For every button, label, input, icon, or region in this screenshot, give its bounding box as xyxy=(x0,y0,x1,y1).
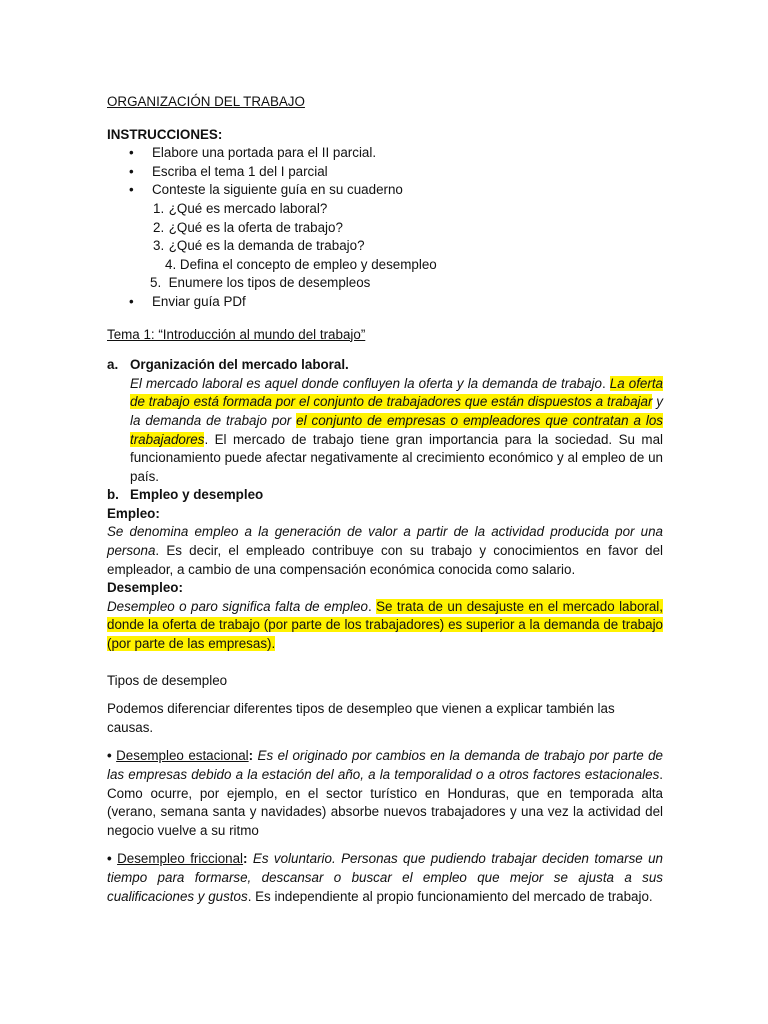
document-title: ORGANIZACIÓN DEL TRABAJO xyxy=(107,94,305,109)
question-item: 1. ¿Qué es mercado laboral? xyxy=(153,200,328,216)
question-item: 3. ¿Qué es la demanda de trabajo? xyxy=(153,238,365,254)
highlighted-text: La oferta de trabajo está formada por el conjunto de trabajadores que están dispuestos a trabajar xyxy=(130,375,663,410)
empleo-heading: Empleo: xyxy=(107,505,160,521)
instructions-list xyxy=(107,144,663,200)
instruction-item: • Escriba el tema 1 del I parcial xyxy=(107,163,663,182)
section-a-paragraph: El mercado laboral es aquel donde confluyen la oferta y la demanda de trabajo. La oferta de trabajo está formada por el conjunto de trabajadores que están dispuestos a trabajar y la demanda de trabajo por el conjunto de empresas o empleadores que contratan a los trabajadores. El mercado de trabajo tiene gran importancia para la sociedad. Su mal funcionamiento puede afectar negativamente al crecimiento económico y al empleo de un país. xyxy=(130,375,663,484)
instructions-list-end xyxy=(107,293,663,312)
document-page xyxy=(107,93,663,906)
instruction-item: • Elabore una portada para el II parcial. xyxy=(107,144,663,163)
term-friccional: Desempleo friccional xyxy=(117,851,244,867)
term-estacional: Desempleo estacional xyxy=(116,748,249,764)
question-item: 4. Defina el concepto de empleo y desempleo xyxy=(165,256,437,272)
empleo-paragraph: Se denomina empleo a la generación de valor a partir de la actividad producida por una persona. Es decir, el empleado contribuye con su trabajo y conocimientos en favor del empleador, a cambio de una compensación económica conocida como salario. xyxy=(107,524,663,577)
desempleo-heading: Desempleo: xyxy=(107,580,183,596)
friccional-paragraph: • Desempleo friccional: Es voluntario. Personas que pudiendo trabajar deciden tomarse un tiempo para formarse, descansar o buscar el empleo que mejor se ajusta a sus cualificaciones y gustos. Es independiente al propio funcionamiento del mercado de trabajo. xyxy=(107,851,663,904)
tipos-intro: Podemos diferenciar diferentes tipos de desempleo que vienen a explicar también las causas. xyxy=(107,701,615,735)
highlighted-text: el conjunto de empresas o empleadores que contratan a los trabajadores xyxy=(130,412,663,447)
instruction-item: • Conteste la siguiente guía en su cuaderno xyxy=(107,181,663,200)
question-item: 5. Enumere los tipos de desempleos xyxy=(150,275,371,291)
question-item: 2. ¿Qué es la oferta de trabajo? xyxy=(153,219,343,235)
instruction-item: • Enviar guía PDf xyxy=(107,293,663,312)
estacional-paragraph: • Desempleo estacional: Es el originado por cambios en la demanda de trabajo por parte de las empresas debido a la estación del año, a la temporalidad o a otros factores estacionales. Como ocurre, por ejemplo, en el sector turístico en Honduras, que en temporada alta (verano, semana santa y navidades) absorbe nuevos trabajadores y una vez la actividad del negocio vuelve a su ritmo xyxy=(107,748,663,838)
instructions-section xyxy=(107,126,663,312)
section-b-heading: b. Empleo y desempleo xyxy=(107,487,264,503)
questions-list xyxy=(107,200,663,293)
highlighted-text: Se trata de un desajuste en el mercado laboral, donde la oferta de trabajo (por parte de los trabajadores) es superior a la demanda de trabajo (por parte de las empresas). xyxy=(107,598,663,652)
instructions-heading: INSTRUCCIONES: xyxy=(107,126,223,142)
section-a-heading: a. Organización del mercado laboral. xyxy=(107,357,349,373)
desempleo-paragraph: Desempleo o paro significa falta de empleo. Se trata de un desajuste en el mercado laboral, donde la oferta de trabajo (por parte de los trabajadores) es superior a la demanda de trabajo (por parte de las empresas). xyxy=(107,598,663,652)
tema-title: Tema 1: “Introducción al mundo del trabajo” xyxy=(107,326,366,342)
tipos-heading: Tipos de desempleo xyxy=(107,672,228,688)
